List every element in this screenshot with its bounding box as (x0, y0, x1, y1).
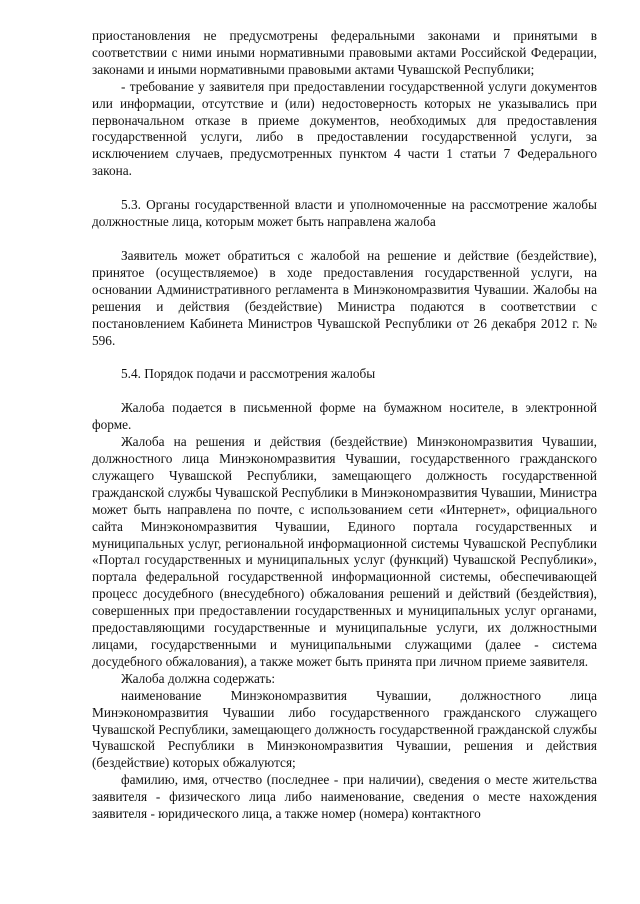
paragraph-complaint-contents: Жалоба должна содержать: (121, 670, 276, 686)
paragraph-applicant-details: фамилию, имя, отчество (последнее - при наличии), сведения о месте жительства заявителя - физического лица либо наименование, сведения о месте нахождения заявителя - юридического лица, а также номер (номера) контактного (92, 772, 597, 822)
paragraph-complaint-form: Жалоба подается в письменной форме на бумажном носителе, в электронной форме. (92, 400, 597, 433)
paragraph-suspension-grounds: приостановления не предусмотрены федеральными законами и принятыми в соответствии с ними иными нормативными правовыми актами Российской Федерации, законами и иными нормативными правовыми актами Чувашской Республики; (92, 28, 597, 77)
paragraph-complaint-right: Заявитель может обратиться с жалобой на решение и действие (бездействие), принятое (осуществляемое) в ходе предоставления государственной услуги, на основании Административного регламента в Минэкономразвития Чувашии. Жалобы на решения и действия (бездействие) Министра подаются в соответствии с постановлением Кабинета Министров Чувашской Республики от 26 декабря 2012 г. № 596. (92, 247, 597, 348)
section-heading-5-4: 5.4. Порядок подачи и рассмотрения жалобы (121, 366, 376, 382)
section-heading-5-3: 5.3. Органы государственной власти и уполномоченные на рассмотрение жалобы должностные лица, которым может быть направлена жалоба (92, 197, 597, 230)
paragraph-organization-name: наименование Минэкономразвития Чувашии, должностного лица Минэкономразвития Чувашии либо государственного гражданского служащего Чувашской Республики, замещающего должность государственной гражданской службы Чувашской Республики в Минэкономразвития Чувашии, решения и действия (бездействие) которых обжалуются; (92, 687, 597, 771)
paragraph-document-requirement: - требование у заявителя при предоставлении государственной услуги документов или информации, отсутствие и (или) недостоверность которых не указывались при первоначальном отказе в приеме документов, необходимых для предоставления государственной услуги, либо в предоставлении государственной услуги, за исключением случаев, предусмотренных пунктом 4 части 1 статьи 7 Федерального закона. (92, 78, 597, 179)
document-body (92, 28, 597, 823)
paragraph-complaint-channels: Жалоба на решения и действия (бездействие) Минэкономразвития Чувашии, должностного лица Минэкономразвития Чувашии, государственного гражданского служащего Чувашской Республики, замещающего должность государственной гражданской службы Чувашской Республики в Минэкономразвития Чувашии, Министра может быть направлена по почте, с использованием сети «Интернет», официального сайта Минэкономразвития Чувашии, Единого портала государственных и муниципальных услуг, региональной информационной системы Чувашской Республики «Портал государственных и муниципальных услуг (функций) Чувашской Республики», портала федеральной государственной информационной системы, обеспечивающей процесс досудебного (внесудебного) обжалования решений и действий (бездействия), совершенных при предоставлении государственных и муниципальных услуг органами, предоставляющими государственные и муниципальные услуги, их должностными лицами, государственными и муниципальными служащими (далее - система досудебного обжалования), а также может быть принята при личном приеме заявителя. (92, 434, 597, 669)
